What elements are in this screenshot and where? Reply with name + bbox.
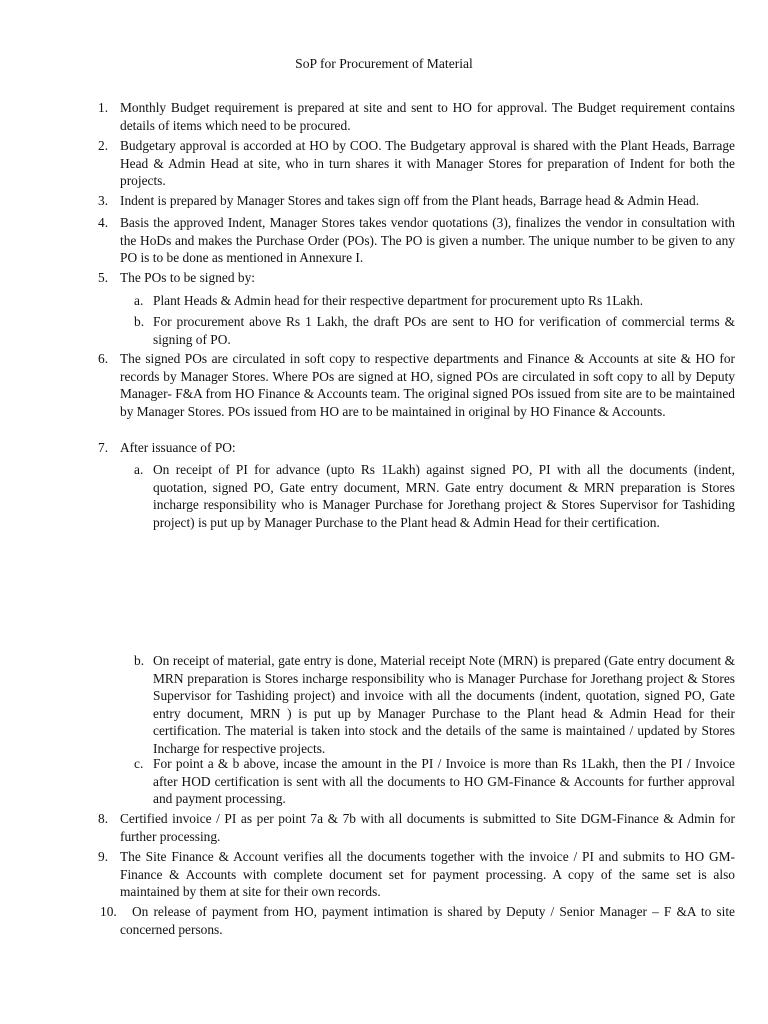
- item-text: On release of payment from HO, payment intimation is shared by Deputy / Senior Manager – F &A to site concerned persons.: [120, 904, 735, 937]
- sub-item-text: On receipt of PI for advance (upto Rs 1Lakh) against signed PO, PI with all the documents (indent, quotation, signed PO, Gate entry document, MRN. Gate entry document & MRN preparation is Stores incharge responsibility who is Manager Purchase for Jorethang project & Stores Supervisor for Tashiding project) is put up by Manager Purchase to the Plant head & Admin Head for their certification.: [153, 462, 735, 530]
- item-text: Certified invoice / PI as per point 7a & 7b with all documents is submitted to Site DGM-Finance & Admin for further processing.: [120, 811, 735, 844]
- sub-item-text: For procurement above Rs 1 Lakh, the draft POs are sent to HO for verification of commercial terms & signing of PO.: [153, 314, 735, 347]
- sub-item-letter: b.: [134, 314, 145, 329]
- item-text: The Site Finance & Account verifies all the documents together with the invoice / PI and submits to HO GM-Finance & Accounts with complete document set for payment processing. A copy of the same set is also maintained by them at site for their own records.: [120, 849, 735, 899]
- sub-item-text: For point a & b above, incase the amount in the PI / Invoice is more than Rs 1Lakh, then the PI / Invoice after HOD certification is sent with all the documents to HO GM-Finance & Accounts for further approval and payment processing.: [153, 756, 735, 806]
- item-number: 6.: [98, 351, 109, 366]
- item-text: Indent is prepared by Manager Stores and takes sign off from the Plant heads, Barrage head & Admin Head.: [120, 193, 700, 208]
- item-number: 4.: [98, 215, 109, 230]
- item-number: 3.: [98, 193, 109, 208]
- sub-item-letter: a.: [134, 462, 144, 477]
- list-item-8: [98, 810, 735, 845]
- list-item-3: [98, 192, 735, 210]
- sub-item-letter: c.: [134, 756, 144, 771]
- item-number: 2.: [98, 138, 109, 153]
- sub-item-letter: a.: [134, 293, 144, 308]
- sub-item-7c: [134, 755, 735, 808]
- item-number: 10.: [100, 904, 117, 919]
- item-number: 5.: [98, 270, 109, 285]
- sub-item-text: Plant Heads & Admin head for their respective department for procurement upto Rs 1Lakh.: [153, 293, 644, 308]
- item-text: Monthly Budget requirement is prepared at site and sent to HO for approval. The Budget requirement contains details of items which need to be procured.: [120, 100, 735, 133]
- item-text: The POs to be signed by:: [120, 270, 256, 285]
- item-text: After issuance of PO:: [120, 440, 236, 455]
- sub-item-7b: [134, 652, 735, 757]
- list-item-4: [98, 214, 735, 267]
- sub-item-5a: [134, 292, 735, 310]
- item-number: 8.: [98, 811, 109, 826]
- list-item-7: [98, 439, 735, 457]
- sub-item-text: On receipt of material, gate entry is done, Material receipt Note (MRN) is prepared (Gate entry document & MRN preparation is Stores incharge responsibility who is Manager Purchase for Jorethang project & Stores Supervisor for Tashiding project) and invoice with all the documents (indent, quotation, signed PO, Gate entry document, MRN ) is put up by Manager Purchase to the Plant head & Admin Head for their certification. The material is taken into stock and the details of the same is maintained / updated by Stores Incharge for respective projects.: [153, 653, 735, 756]
- document-title: SoP for Procurement of Material: [295, 56, 473, 71]
- list-item-6: [98, 350, 735, 420]
- item-text: Budgetary approval is accorded at HO by COO. The Budgetary approval is shared with the Plant Heads, Barrage Head & Admin Head at site, who in turn shares it with Manager Stores for preparation of Indent for both the projects.: [120, 138, 735, 188]
- item-text: Basis the approved Indent, Manager Stores takes vendor quotations (3), finalizes the vendor in consultation with the HoDs and makes the Purchase Order (POs). The PO is given a number. The unique number to be given to any PO is to be done as mentioned in Annexure I.: [120, 215, 735, 265]
- sub-item-letter: b.: [134, 653, 145, 668]
- list-item-5: [98, 269, 735, 287]
- sub-item-5b: [134, 313, 735, 348]
- list-item-10: [100, 903, 735, 938]
- item-number: 1.: [98, 100, 109, 115]
- sub-item-7a: [134, 461, 735, 531]
- list-item-1: [98, 99, 735, 134]
- item-number: 9.: [98, 849, 109, 864]
- item-text: The signed POs are circulated in soft copy to respective departments and Finance & Accounts at site & HO for records by Manager Stores. Where POs are signed at HO, signed POs are circulated in soft copy to all by Deputy Manager- F&A from HO Finance & Accounts team. The original signed POs issued from site are to be maintained by Manager Stores. POs issued from HO are to be maintained in original by HO Finance & Accounts.: [120, 351, 735, 419]
- item-number: 7.: [98, 440, 109, 455]
- list-item-9: [98, 848, 735, 901]
- list-item-2: [98, 137, 735, 190]
